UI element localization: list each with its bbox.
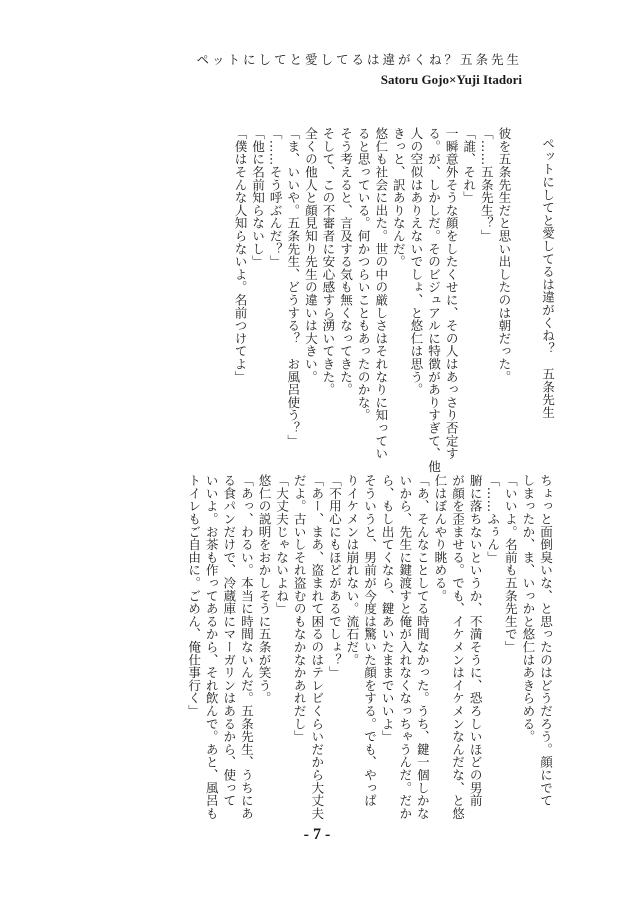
text-line: 「……五条先生？」 bbox=[478, 127, 494, 243]
page-number: - 7 - bbox=[303, 826, 331, 843]
text-line: 悠仁の説明をおかしそうに五条が笑う。 bbox=[256, 474, 272, 705]
text-line: しまったか、ま、いっかと悠仁はあきらめる。 bbox=[520, 474, 536, 743]
text-line: 彼を五条先生だと思い出したのは朝だった。 bbox=[496, 127, 512, 383]
text-line: る。が、しかしだ。そのビジュアルに特徴がありすぎて、他 bbox=[426, 127, 442, 473]
text-line: 「……そう呼ぶんだ？」 bbox=[267, 127, 283, 268]
text-line: 一瞬意外そうな顔をしたくせに、その人はあっさり否定す bbox=[443, 127, 459, 460]
bottom-text-block bbox=[185, 474, 554, 820]
text-line: 仁はぼんやり眺める。 bbox=[432, 474, 448, 602]
text-line: いから、先生に鍵渡すと俺が入れなくなっちゃうんだ。だか bbox=[397, 474, 413, 820]
text-line: きっと、訳ありなんだ。 bbox=[390, 127, 406, 268]
text-line: 「誰、それ」 bbox=[461, 127, 477, 204]
text-line: 「……ふぅん」 bbox=[485, 474, 501, 564]
text-line: そういうと、男前が今度は驚いた顔をする。でも、やっぱ bbox=[362, 474, 378, 807]
text-line: そして、この不審者に安心感すら湧いてきた。 bbox=[320, 127, 336, 396]
chapter-title: ペットにしてと愛してるは違がくね？ 五条先生 bbox=[540, 137, 555, 419]
text-line: 「大丈夫じゃないよね」 bbox=[274, 474, 290, 615]
text-line: だよ。古いしそれ盗むのもなかなかあれだし」 bbox=[291, 474, 307, 743]
text-line: 「いいよ。名前も五条先生で」 bbox=[502, 474, 518, 654]
text-line: 悠仁も社会に出た。世の中の厳しさはそれなりに知ってい bbox=[373, 127, 389, 460]
text-line: そう考えると、言及する気も無くなってきた。 bbox=[338, 127, 354, 396]
text-line: が顔を歪ませる。でも、イケメンはイケメンなんだな、と悠 bbox=[450, 474, 466, 820]
text-line: る食パンだけで、冷蔵庫にマーガリンはあるから、使って bbox=[221, 474, 237, 807]
text-line: ると思っている。何かつらいこともあったのかな。 bbox=[355, 127, 371, 422]
text-line: 「あ、そんなことしてる時間なかった。うち、鍵一個しかな bbox=[414, 474, 430, 820]
text-line: 「不用心にもほどがあるでしょ？」 bbox=[326, 474, 342, 679]
text-line: ちょっと面倒臭いな、と思ったのはどうだろう。顔にでて bbox=[538, 474, 553, 807]
text-line: 「あっ、わるい。本当に時間ないんだ。五条先生、うちにあ bbox=[238, 474, 254, 820]
text-line: 腑に落ちないというか、不満そうに、恐ろしいほどの男前 bbox=[467, 474, 483, 807]
text-line: いいよ。お茶も作ってあるから、それ飲んで。あと、風呂も bbox=[203, 474, 219, 820]
top-text-block bbox=[231, 127, 556, 473]
text-line: りイケメンは崩れない。流石だ。 bbox=[344, 474, 360, 666]
text-line: 「僕はそんな人知らないよ。名前つけてよ」 bbox=[232, 127, 248, 383]
header-title-english: Satoru Gojo×Yuji Itadori bbox=[380, 72, 522, 87]
text-line: 人の空似はありえないでしょ、と悠仁は思う。 bbox=[408, 127, 424, 396]
text-line: 「ま、いいや。五条先生、どうする？ お風呂使う？」 bbox=[285, 127, 301, 447]
text-line: 「他に名前知らないし」 bbox=[250, 127, 266, 268]
text-line: 「あー、まあ、盗まれて困るのはテレビくらいだから大丈夫 bbox=[309, 474, 325, 820]
text-line: 全くの他人と顔見知り先生の違いは大きい。 bbox=[302, 127, 318, 383]
header-title-japanese: ペットにしてと愛してるは違がくね？五条先生 bbox=[196, 52, 522, 67]
text-line: トイレもご自由に。ごめん、俺仕事行く」 bbox=[186, 474, 202, 718]
text-line: ら、もし出てくなら、鍵あいたままでいいよ」 bbox=[379, 474, 395, 743]
